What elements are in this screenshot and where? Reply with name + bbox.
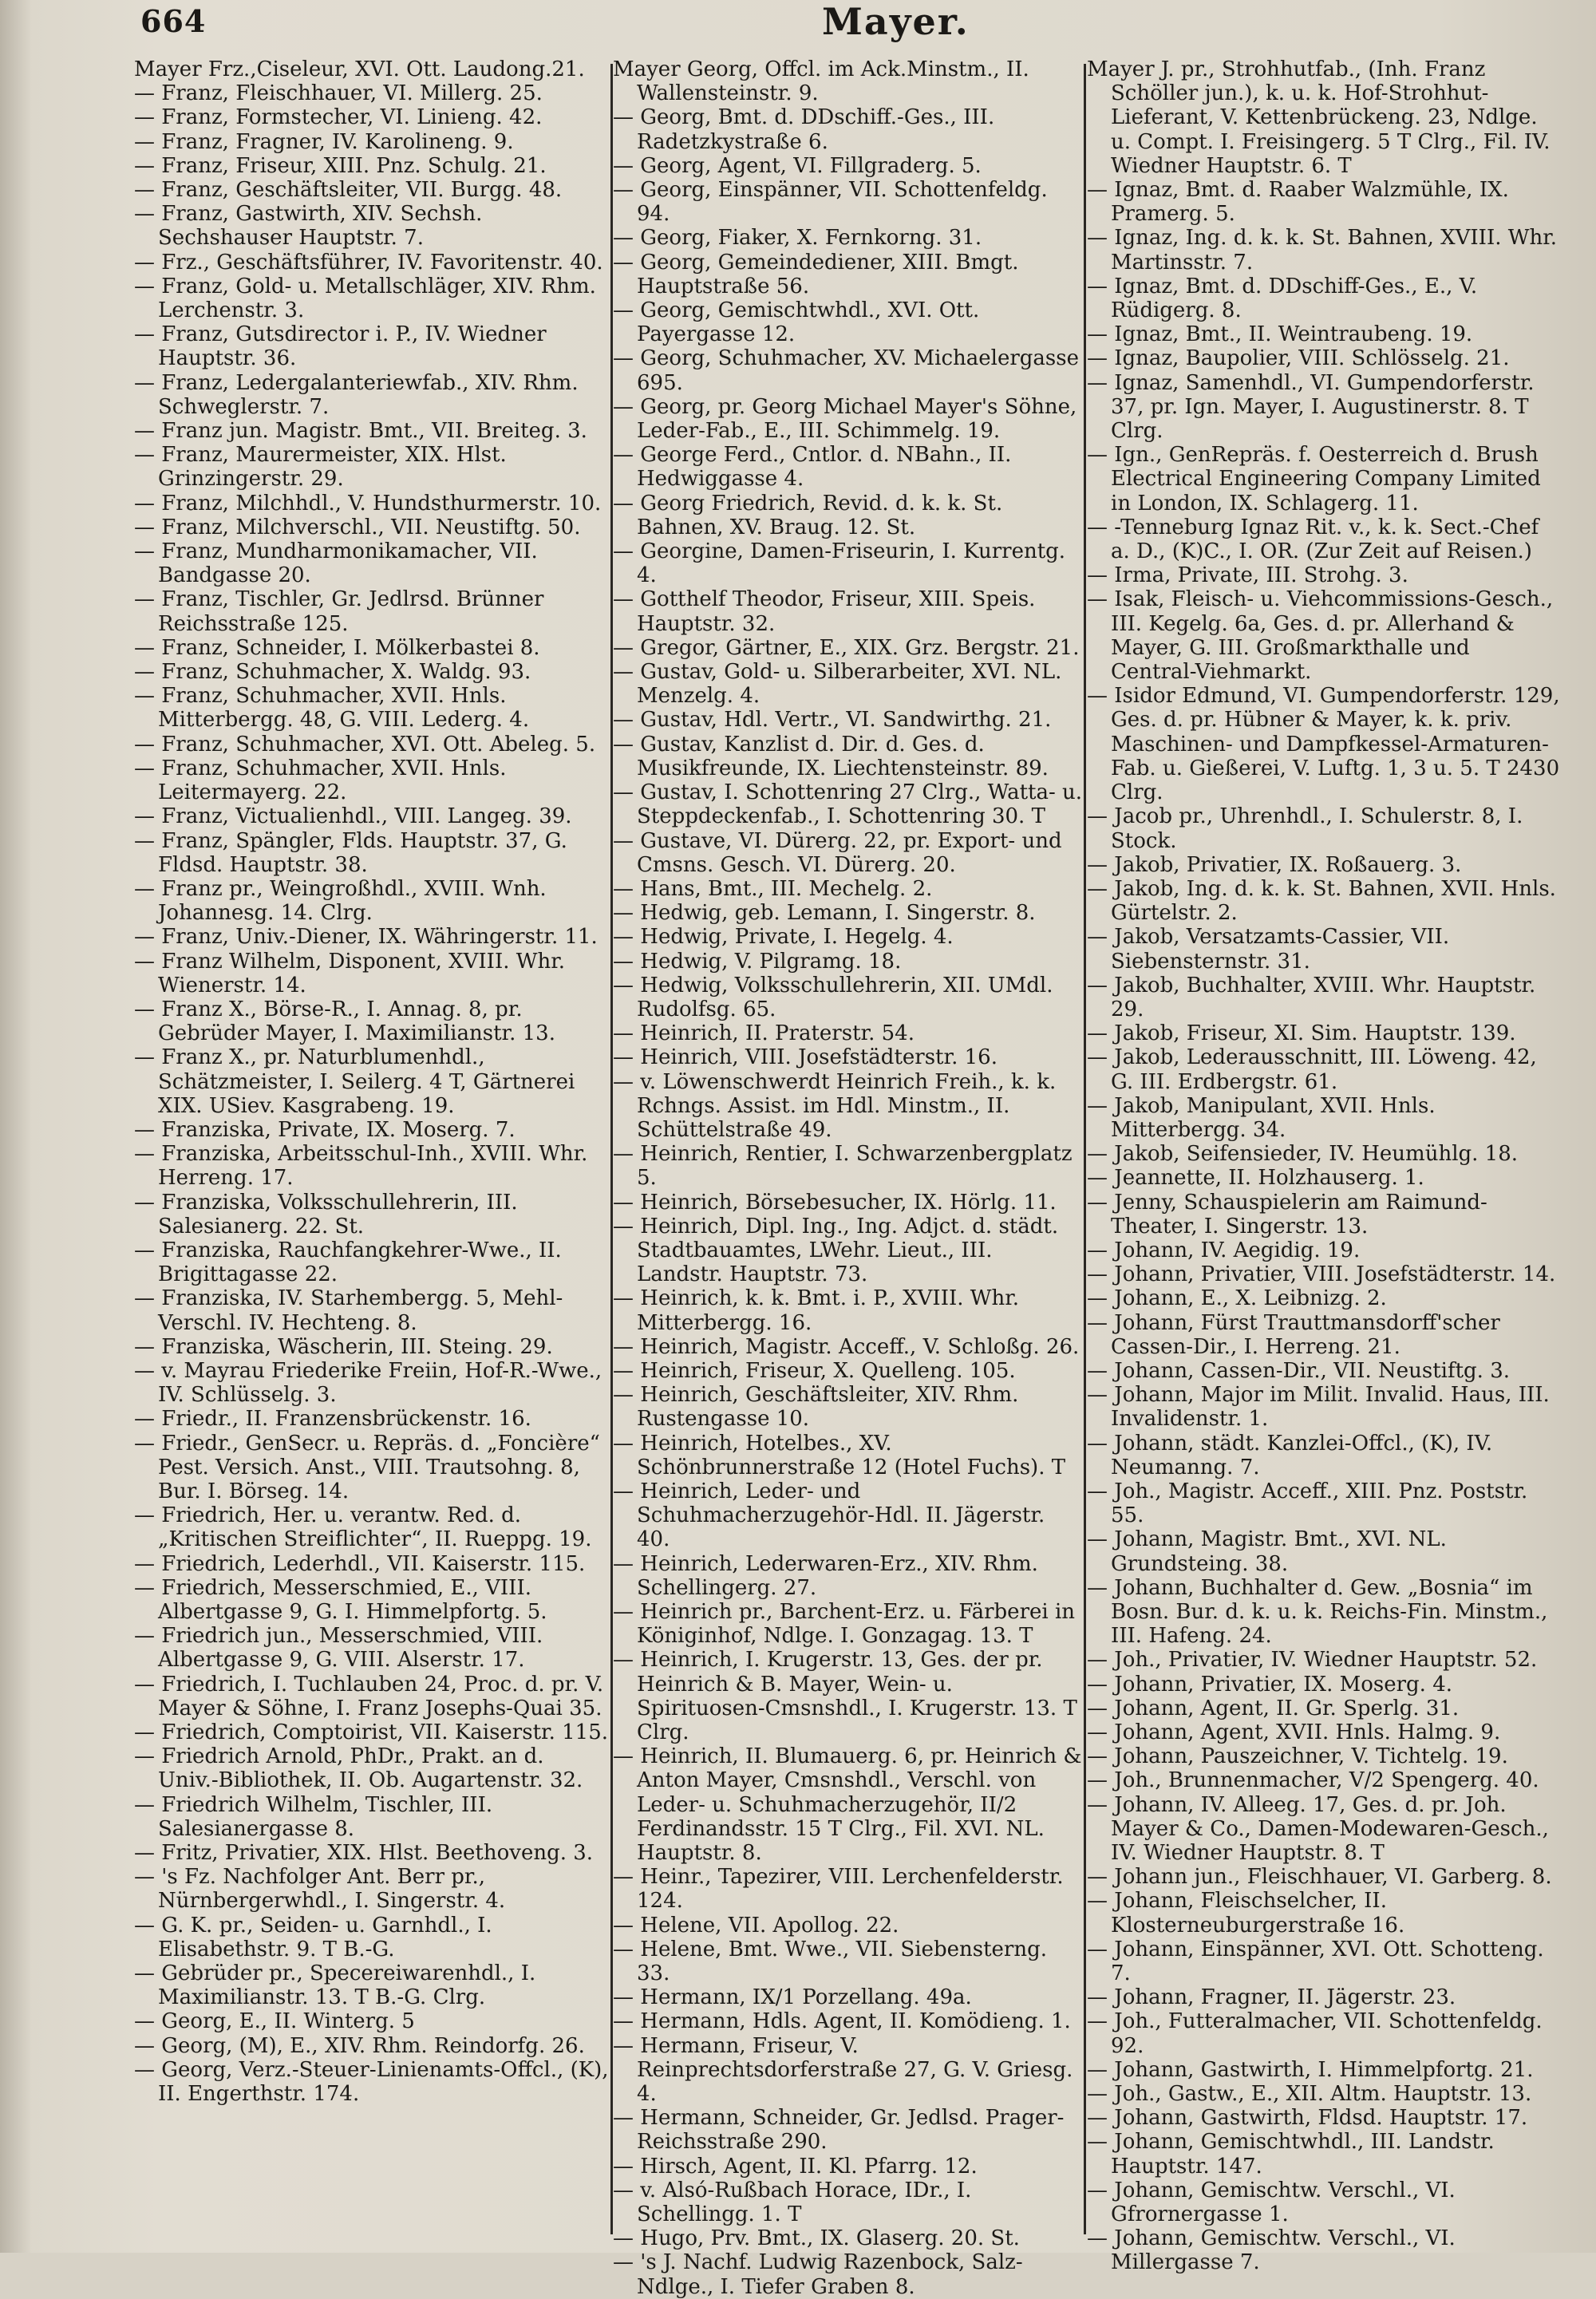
directory-entry: — Franz jun. Magistr. Bmt., VII. Breiteg. 3.	[134, 419, 587, 444]
directory-entry: — Gustav, Hdl. Vertr., VI. Sandwirthg. 21.	[613, 708, 1052, 733]
directory-entry: — Franziska, IV. Starhembergg. 5, Mehl-Verschl. IV. Hechteng. 8.	[134, 1286, 563, 1335]
directory-entry: — Joh., Gastw., E., XII. Altm. Hauptstr. 13.	[1087, 2082, 1532, 2107]
directory-entry: — Franz, Gold- u. Metallschläger, XIV. Rhm. Lerchenstr. 3.	[134, 274, 596, 323]
directory-entry: — Franziska, Wäscherin, III. Steing. 29.	[134, 1334, 553, 1359]
directory-entry: — Friedrich, Her. u. verantw. Red. d. „Kritischen Streiflichter“, II. Rueppg. 19.	[134, 1503, 592, 1552]
directory-entry: — Gebrüder pr., Specereiwarenhdl., I. Maximilianstr. 13. T B.-G. Clrg.	[134, 1961, 536, 2010]
directory-entry: — Franz, Maurermeister, XIX. Hlst. Grinzingerstr. 29.	[134, 443, 507, 492]
directory-entry: — Heinrich, Friseur, X. Quelleng. 105.	[613, 1358, 1016, 1383]
directory-entry: — Friedrich, Messerschmied, E., VIII. Albertgasse 9, G. I. Himmelpfortg. 5.	[134, 1575, 547, 1624]
directory-entry: — Franz, Mundharmonikamacher, VII. Bandgasse 20.	[134, 539, 538, 588]
directory-entry: — Johann, Agent, XVII. Hnls. Halmg. 9.	[1087, 1720, 1501, 1745]
directory-entry: — Franz, Spängler, Flds. Hauptstr. 37, G. Fldsd. Hauptstr. 38.	[134, 828, 567, 877]
directory-entry: — Heinrich, Magistr. Acceff., V. Schloßg. 26.	[613, 1334, 1080, 1359]
directory-entry: — Friedrich, Lederhdl., VII. Kaiserstr. 115.	[134, 1551, 586, 1576]
directory-entry: — Jeannette, II. Holzhauserg. 1.	[1087, 1166, 1424, 1191]
directory-entry: — Jakob, Versatzamts-Cassier, VII. Siebensternstr. 31.	[1087, 925, 1450, 974]
directory-entry: — v. Mayrau Friederike Freiin, Hof-R.-Wwe., IV. Schlüsselg. 3.	[134, 1358, 602, 1408]
directory-entry: — Fritz, Privatier, XIX. Hlst. Beethoveng. 3.	[134, 1841, 594, 1866]
directory-entry: — Isidor Edmund, VI. Gumpendorferstr. 129, Ges. d. pr. Hübner & Mayer, k. k. priv. Maschinen- und Dampfkessel-Armaturen-Fab. u. Gießerei, V. Luftg. 1, 3 u. 5. T 2430 Clrg.	[1087, 684, 1560, 805]
directory-entry: — Ignaz, Samenhdl., VI. Gumpendorferstr. 37, pr. Ign. Mayer, I. Augustinerstr. 8. T Clrg.	[1087, 370, 1535, 444]
directory-entry: — -Tenneburg Ignaz Rit. v., k. k. Sect.-Chef a. D., (K)C., I. OR. (Zur Zeit auf Reisen.)	[1087, 515, 1539, 564]
directory-entry: — Franz, Schuhmacher, XVII. Hnls. Leitermayerg. 22.	[134, 756, 507, 805]
directory-entry: — Gustav, Gold- u. Silberarbeiter, XVI. NL. Menzelg. 4.	[613, 660, 1062, 709]
directory-entry: — Jenny, Schauspielerin am Raimund-Theater, I. Singerstr. 13.	[1087, 1190, 1487, 1238]
directory-entry: — Johann, Privatier, VIII. Josefstädterstr. 14.	[1087, 1262, 1556, 1287]
directory-entry: — Johann, Gastwirth, Fldsd. Hauptstr. 17.	[1087, 2106, 1528, 2131]
directory-entry: — Helene, VII. Apollog. 22.	[613, 1913, 899, 1938]
directory-entry: — Helene, Bmt. Wwe., VII. Siebensterng. 33.	[613, 1937, 1047, 1986]
directory-entry: — Hermann, IX/1 Porzellang. 49a.	[613, 1985, 972, 2010]
directory-entry: — Friedrich Arnold, PhDr., Prakt. an d. Univ.-Bibliothek, II. Ob. Augartenstr. 32.	[134, 1744, 583, 1793]
directory-entry: — v. Alsó-Rußbach Horace, IDr., I. Schellingg. 1. T	[613, 2178, 972, 2227]
directory-entry: — Georg, Verz.-Steuer-Linienamts-Offcl., (K), II. Engerthstr. 174.	[134, 2057, 609, 2107]
directory-entry: — Johann, Cassen-Dir., VII. Neustiftg. 3.	[1087, 1358, 1511, 1383]
directory-entry: — Friedrich jun., Messerschmied, VIII. Albertgasse 9, G. VIII. Alserstr. 17.	[134, 1624, 543, 1673]
directory-entry: — Georg, E., II. Winterg. 5	[134, 2009, 415, 2034]
directory-entry: — Georg, (M), E., XIV. Rhm. Reindorfg. 26.	[134, 2033, 585, 2058]
directory-entry: — Gustave, VI. Dürerg. 22, pr. Export- und Cmsns. Gesch. VI. Dürerg. 20.	[613, 828, 1062, 877]
running-head: Mayer.	[822, 0, 970, 43]
directory-entry: — Heinrich, Leder- und Schuhmacherzugehör-Hdl. II. Jägerstr. 40.	[613, 1479, 1045, 1552]
directory-entry: — 's J. Nachf. Ludwig Razenbock, Salz-Ndlge., I. Tiefer Graben 8.	[613, 2250, 1023, 2299]
directory-entry: — Heinr., Tapezirer, VIII. Lerchenfelderstr. 124.	[613, 1865, 1064, 1914]
directory-entry: — Franz, Milchhdl., V. Hundsthurmerstr. 10.	[134, 491, 602, 515]
directory-entry: — Ignaz, Bmt. d. DDschiff-Ges., E., V. Rüdigerg. 8.	[1087, 274, 1478, 323]
directory-entry: — Joh., Brunnenmacher, V/2 Spengerg. 40.	[1087, 1768, 1539, 1793]
page-number: 664	[140, 3, 207, 39]
directory-entry: — Franz, Schneider, I. Mölkerbastei 8.	[134, 635, 540, 660]
directory-entry: — Johann jun., Fleischhauer, VI. Garberg. 8.	[1087, 1865, 1552, 1890]
directory-entry: — Hirsch, Agent, II. Kl. Pfarrg. 12.	[613, 2154, 978, 2179]
directory-entry: — Franz, Fleischhauer, VI. Millerg. 25.	[134, 81, 543, 106]
directory-entry: — Franz, Ledergalanteriewfab., XIV. Rhm. Schweglerstr. 7.	[134, 370, 579, 419]
directory-entry: — Johann, IV. Aegidig. 19.	[1087, 1238, 1361, 1262]
directory-entry: — Joh., Futteralmacher, VII. Schottenfeldg. 92.	[1087, 2009, 1543, 2058]
directory-entry: — Johann, Fragner, II. Jägerstr. 23.	[1087, 1985, 1456, 2010]
directory-entry: — Johann, Buchhalter d. Gew. „Bosnia“ im Bosn. Bur. d. k. u. k. Reichs-Fin. Minstm., III. Hafeng. 24.	[1087, 1575, 1548, 1649]
directory-entry: Mayer Georg, Offcl. im Ack.Minstm., II. Wallensteinstr. 9.	[613, 57, 1029, 106]
directory-entry: — Hans, Bmt., III. Mechelg. 2.	[613, 876, 933, 901]
directory-entry: — Johann, Fleischselcher, II. Klosterneuburgerstraße 16.	[1087, 1889, 1405, 1938]
directory-entry: — Johann, Gastwirth, I. Himmelpfortg. 21.	[1087, 2057, 1534, 2082]
directory-entry: — Georg, pr. Georg Michael Mayer's Söhne, Leder-Fab., E., III. Schimmelg. 19.	[613, 394, 1077, 444]
directory-entry: — Franz, Schuhmacher, XVI. Ott. Abeleg. 5.	[134, 732, 596, 756]
directory-entry: — Franziska, Arbeitsschul-Inh., XVIII. Whr. Herreng. 17.	[134, 1142, 588, 1191]
column-1	[134, 57, 611, 2240]
directory-entry: — Heinrich, II. Blumauerg. 6, pr. Heinrich & Anton Mayer, Cmsnshdl., Verschl. von Leder- u. Schuhmacherzugehör, II/2 Ferdinandsstr. 15 T Clrg., Fil. XVI. NL. Hauptstr. 8.	[613, 1744, 1082, 1866]
directory-entry: — Franziska, Rauchfangkehrer-Wwe., II. Brigittagasse 22.	[134, 1238, 562, 1287]
directory-entry: — Irma, Private, III. Strohg. 3.	[1087, 563, 1408, 588]
directory-entry: — Jakob, Seifensieder, IV. Heumühlg. 18.	[1087, 1142, 1519, 1167]
directory-entry: — Ignaz, Ing. d. k. k. St. Bahnen, XVIII. Whr. Martinsstr. 7.	[1087, 226, 1558, 275]
directory-entry: — Hugo, Prv. Bmt., IX. Glaserg. 20. St.	[613, 2226, 1020, 2251]
directory-entry: — Franziska, Private, IX. Moserg. 7.	[134, 1117, 516, 1142]
directory-entry: — Franz, Schuhmacher, X. Waldg. 93.	[134, 660, 531, 685]
directory-entry: — Gregor, Gärtner, E., XIX. Grz. Bergstr. 21.	[613, 635, 1080, 660]
directory-entry: — Franziska, Volksschullehrerin, III. Salesianerg. 22. St.	[134, 1190, 518, 1238]
directory-entry: — Gustav, I. Schottenring 27 Clrg., Watta- u. Steppdeckenfab., I. Schottenring 30. T	[613, 780, 1083, 829]
directory-entry: — Heinrich pr., Barchent-Erz. u. Färberei in Königinhof, Ndlge. I. Gonzagag. 13. T	[613, 1600, 1076, 1649]
directory-entry: — Jakob, Ing. d. k. k. St. Bahnen, XVII. Hnls. Gürtelstr. 2.	[1087, 876, 1556, 926]
directory-entry: — Johann, Gemischtw. Verschl., VI. Millergasse 7.	[1087, 2226, 1456, 2275]
directory-entry: — Franz, Friseur, XIII. Pnz. Schulg. 21.	[134, 153, 547, 178]
directory-entry: — Isak, Fleisch- u. Viehcommissions-Gesch., III. Kegelg. 6a, Ges. d. pr. Allerhand & Mayer, G. III. Großmarkthalle und Central-Viehmarkt.	[1087, 587, 1554, 685]
directory-entry: — Georg, Fiaker, X. Fernkorng. 31.	[613, 226, 982, 251]
directory-entry: — Franz, Geschäftsleiter, VII. Burgg. 48.	[134, 178, 563, 203]
directory-entry: — Johann, Magistr. Bmt., XVI. NL. Grundsteing. 38.	[1087, 1527, 1447, 1576]
directory-entry: — Franz, Gutsdirector i. P., IV. Wiedner Hauptstr. 36.	[134, 322, 547, 371]
directory-entry: — Johann, Einspänner, XVI. Ott. Schotteng. 7.	[1087, 1937, 1544, 1986]
directory-entry: — Franz pr., Weingroßhdl., XVIII. Wnh. Johannesg. 14. Clrg.	[134, 876, 547, 926]
directory-entry: — Johann, E., X. Leibnizg. 2.	[1087, 1286, 1387, 1311]
directory-entry: — Georg, Gemeindediener, XIII. Bmgt. Hauptstraße 56.	[613, 250, 1019, 298]
directory-entry: — Franz, Fragner, IV. Karolineng. 9.	[134, 129, 514, 154]
directory-entry: — Friedr., II. Franzensbrückenstr. 16.	[134, 1407, 531, 1432]
directory-entry: — Franz, Formstecher, VI. Linieng. 42.	[134, 105, 543, 130]
directory-entry: — Franz X., pr. Naturblumenhdl., Schätzmeister, I. Seilerg. 4 T, Gärtnerei XIX. USiev. Kasgrabeng. 19.	[134, 1045, 575, 1118]
directory-entry: — Hermann, Friseur, V. Reinprechtsdorferstraße 27, G. V. Griesg. 4.	[613, 2033, 1073, 2107]
directory-entry: — Jakob, Manipulant, XVII. Hnls. Mitterbergg. 34.	[1087, 1093, 1436, 1142]
directory-entry: — Heinrich, Börsebesucher, IX. Hörlg. 11.	[613, 1190, 1057, 1215]
directory-entry: — 's Fz. Nachfolger Ant. Berr pr., Nürnbergerwhdl., I. Singerstr. 4.	[134, 1865, 506, 1914]
directory-entry: — Heinrich, Geschäftsleiter, XIV. Rhm. Rustengasse 10.	[613, 1383, 1019, 1432]
directory-entry: — Johann, städt. Kanzlei-Offcl., (K), IV. Neumanng. 7.	[1087, 1431, 1493, 1479]
directory-entry: — Joh., Magistr. Acceff., XIII. Pnz. Poststr. 55.	[1087, 1479, 1528, 1528]
directory-entry: — Frz., Geschäftsführer, IV. Favoritenstr. 40.	[134, 250, 603, 275]
directory-entry: — Johann, Fürst Trauttmansdorff'scher Cassen-Dir., I. Herreng. 21.	[1087, 1310, 1500, 1359]
page-header	[136, 0, 1564, 59]
directory-entry: — Hedwig, Private, I. Hegelg. 4.	[613, 925, 954, 950]
directory-entry: — Heinrich, Lederwaren-Erz., XIV. Rhm. Schellingerg. 27.	[613, 1551, 1038, 1600]
directory-entry: — Jacob pr., Uhrenhdl., I. Schulerstr. 8, I. Stock.	[1087, 804, 1523, 853]
directory-entry: — Gotthelf Theodor, Friseur, XIII. Speis. Hauptstr. 32.	[613, 587, 1036, 636]
directory-entry: — Johann, Major im Milit. Invalid. Haus, III. Invalidenstr. 1.	[1087, 1383, 1550, 1432]
directory-entry: — Jakob, Friseur, XI. Sim. Hauptstr. 139.	[1087, 1021, 1516, 1046]
directory-entry: — Heinrich, II. Praterstr. 54.	[613, 1021, 915, 1046]
directory-entry: — Jakob, Buchhalter, XVIII. Whr. Hauptstr. 29.	[1087, 973, 1536, 1021]
directory-entry: — Heinrich, Dipl. Ing., Ing. Adjct. d. städt. Stadtbauamtes, LWehr. Lieut., III. Landstr. Hauptstr. 73.	[613, 1214, 1059, 1287]
directory-entry: — Hedwig, Volksschullehrerin, XII. UMdl. Rudolfsg. 65.	[613, 973, 1053, 1021]
directory-entry: — Georg, Schuhmacher, XV. Michaelergasse 695.	[613, 346, 1079, 395]
directory-entry: — Johann, Gemischtwhdl., III. Landstr. Hauptstr. 147.	[1087, 2130, 1495, 2179]
directory-entry: — Johann, IV. Alleeg. 17, Ges. d. pr. Joh. Mayer & Co., Damen-Modewaren-Gesch., IV. Wiedner Hauptstr. 8. T	[1087, 1792, 1549, 1866]
directory-entry: — Franz, Milchverschl., VII. Neustiftg. 50.	[134, 515, 581, 539]
directory-entry: — Franz, Univ.-Diener, IX. Währingerstr. 11.	[134, 925, 598, 950]
directory-entry: — Heinrich, Rentier, I. Schwarzenbergplatz 5.	[613, 1142, 1073, 1191]
directory-entry: — George Ferd., Cntlor. d. NBahn., II. Hedwiggasse 4.	[613, 443, 1012, 492]
directory-entry: — Johann, Pauszeichner, V. Tichtelg. 19.	[1087, 1744, 1508, 1769]
directory-entry: — G. K. pr., Seiden- u. Garnhdl., I. Elisabethstr. 9. T B.-G.	[134, 1913, 492, 1961]
directory-entry: — Ignaz, Bmt., II. Weintraubeng. 19.	[1087, 322, 1473, 347]
directory-entry: — Heinrich, I. Krugerstr. 13, Ges. der pr. Heinrich & B. Mayer, Wein- u. Spirituosen-Cmsnshdl., I. Krugerstr. 13. T Clrg.	[613, 1648, 1077, 1745]
directory-entry: — Georg, Bmt. d. DDschiff.-Ges., III. Radetzkystraße 6.	[613, 105, 995, 154]
directory-entry: — Gustav, Kanzlist d. Dir. d. Ges. d. Musikfreunde, IX. Liechtensteinstr. 89.	[613, 732, 1049, 780]
directory-entry: — Georg, Gemischtwhdl., XVI. Ott. Payergasse 12.	[613, 298, 980, 347]
directory-entry: — Heinrich, k. k. Bmt. i. P., XVIII. Whr. Mitterbergg. 16.	[613, 1286, 1020, 1335]
directory-entry: — Jakob, Privatier, IX. Roßauerg. 3.	[1087, 852, 1462, 877]
column-2	[613, 57, 1085, 2299]
directory-entry: — Heinrich, Hotelbes., XV. Schönbrunnerstraße 12 (Hotel Fuchs). T	[613, 1431, 1066, 1479]
directory-entry: — Georg Friedrich, Revid. d. k. k. St. Bahnen, XV. Braug. 12. St.	[613, 491, 1003, 539]
directory-entry: — Franz, Schuhmacher, XVII. Hnls. Mitterbergg. 48, G. VIII. Lederg. 4.	[134, 684, 530, 733]
directory-entry: — Heinrich, VIII. Josefstädterstr. 16.	[613, 1045, 998, 1070]
directory-entry: — Georgine, Damen-Friseurin, I. Kurrentg. 4.	[613, 539, 1066, 588]
directory-entry: — Friedrich, I. Tuchlauben 24, Proc. d. pr. V. Mayer & Söhne, I. Franz Josephs-Quai 35.	[134, 1672, 604, 1720]
directory-entry: — Hermann, Hdls. Agent, II. Komödieng. 1.	[613, 2009, 1071, 2034]
directory-entry: Mayer J. pr., Strohhutfab., (Inh. Franz Schöller jun.), k. u. k. Hof-Strohhut-Lieferant, V. Kettenbrückeng. 23, Ndlge. u. Compt. I. Freisingerg. 5 T Clrg., Fil. IV. Wiedner Hauptstr. 6. T	[1087, 57, 1551, 178]
directory-entry: — Franz, Victualienhdl., VIII. Langeg. 39.	[134, 804, 572, 829]
directory-entry: — Ign., GenRepräs. f. Oesterreich d. Brush Electrical Engineering Company Limited in London, IX. Schlagerg. 11.	[1087, 443, 1541, 515]
directory-entry: — Georg, Einspänner, VII. Schottenfeldg. 94.	[613, 178, 1048, 227]
directory-entry: — Johann, Gemischtw. Verschl., VI. Gfrornergasse 1.	[1087, 2178, 1456, 2227]
directory-entry: — Hedwig, V. Pilgramg. 18.	[613, 949, 902, 974]
directory-entry: — Ignaz, Baupolier, VIII. Schlösselg. 21.	[1087, 346, 1510, 371]
directory-entry: — Hermann, Schneider, Gr. Jedlsd. Prager-Reichsstraße 290.	[613, 2106, 1065, 2155]
directory-entry: — Johann, Privatier, IX. Moserg. 4.	[1087, 1672, 1453, 1697]
directory-entry: — Franz X., Börse-R., I. Annag. 8, pr. Gebrüder Mayer, I. Maximilianstr. 13.	[134, 997, 555, 1046]
directory-entry: — Franz, Tischler, Gr. Jedlrsd. Brünner Reichsstraße 125.	[134, 587, 544, 636]
directory-entry: — Georg, Agent, VI. Fillgraderg. 5.	[613, 153, 982, 178]
directory-entry: — Johann, Agent, II. Gr. Sperlg. 31.	[1087, 1696, 1460, 1720]
directory-entry: — Friedr., GenSecr. u. Repräs. d. „Foncière“ Pest. Versich. Anst., VIII. Trautsohng. 8, Bur. I. Börseg. 14.	[134, 1431, 600, 1503]
column-3	[1087, 57, 1562, 2275]
directory-entry: — Hedwig, geb. Lemann, I. Singerstr. 8.	[613, 901, 1036, 926]
directory-entry: — v. Löwenschwerdt Heinrich Freih., k. k. Rchngs. Assist. im Hdl. Minstm., II. Schüttelstraße 49.	[613, 1069, 1057, 1142]
directory-entry: — Jakob, Lederausschnitt, III. Löweng. 42, G. III. Erdbergstr. 61.	[1087, 1045, 1537, 1094]
directory-entry: — Franz Wilhelm, Disponent, XVIII. Whr. Wienerstr. 14.	[134, 949, 566, 997]
directory-entry: — Ignaz, Bmt. d. Raaber Walzmühle, IX. Pramerg. 5.	[1087, 178, 1509, 227]
directory-entry: — Joh., Privatier, IV. Wiedner Hauptstr. 52.	[1087, 1648, 1538, 1673]
directory-entry: — Franz, Gastwirth, XIV. Sechsh. Sechshauser Hauptstr. 7.	[134, 202, 483, 251]
directory-entry: Mayer Frz.,Ciseleur, XVI. Ott. Laudong.21.	[134, 57, 585, 81]
directory-entry: — Friedrich, Comptoirist, VII. Kaiserstr. 115.	[134, 1720, 609, 1745]
directory-entry: — Friedrich Wilhelm, Tischler, III. Salesianergasse 8.	[134, 1792, 493, 1841]
